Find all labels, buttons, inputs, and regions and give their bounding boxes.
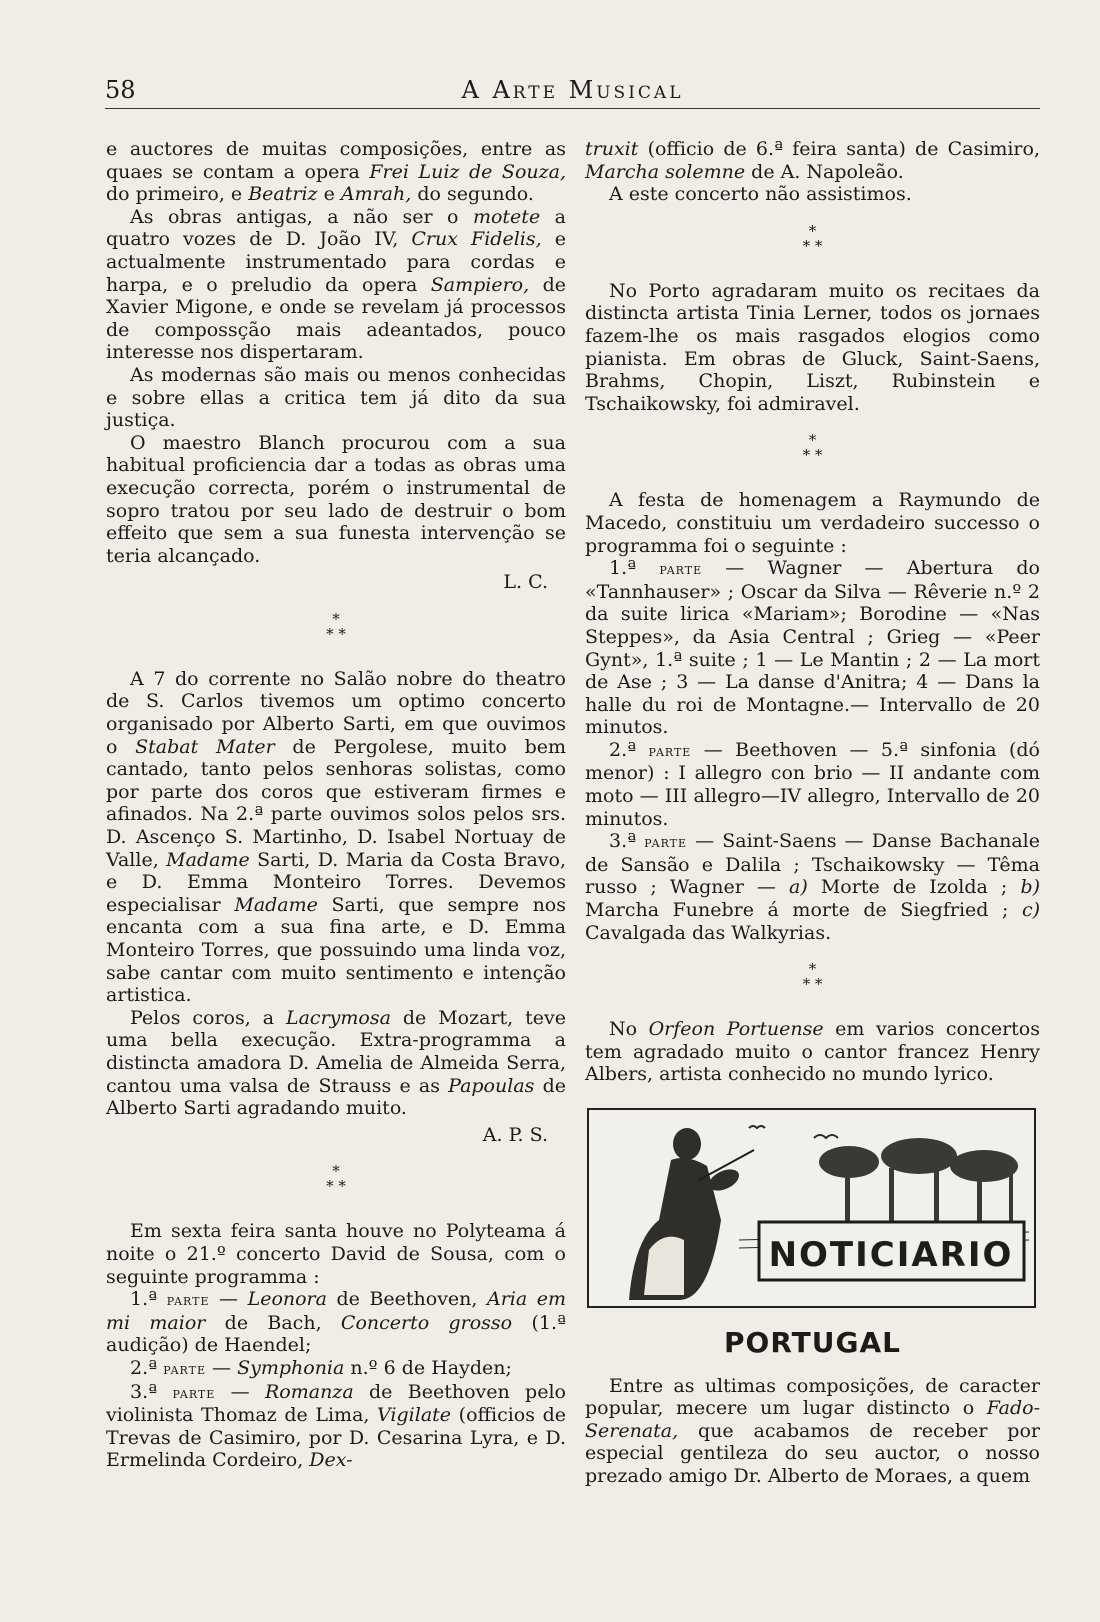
page-number: 58: [105, 76, 136, 104]
paragraph: A 7 do corrente no Salão nobre do theatro de S. Carlos tivemos um optimo concerto organisado por Alberto Sarti, em que ouvimos o Stabat Mater de Pergolese, muito bem cantado, tanto pelos senhoras solistas, como por parte dos coros que estiveram firmes e afinados. Na 2.ª parte ouvimos solos pelos srs. D. Ascenço S. Martinho, D. Isabel Nortuay de Valle, Madame Sarti, D. Maria da Costa Bravo, e D. Emma Monteiro Torres. Devemos especialisar Madame Sarti, que sempre nos encanta com a sua fina arte, e D. Emma Monteiro Torres, que possuindo uma linda voz, sabe cantar com muito sentimento e intenção artistica.: [106, 667, 567, 1007]
paragraph: A festa de homenagem a Raymundo de Macedo, constituiu um verdadeiro successo o programma foi o seguinte :: [585, 489, 1040, 557]
paragraph: No Orfeon Portuense em varios concertos tem agradado muito o cantor francez Henry Albers, artista conhecido no mundo lyrico.: [585, 1018, 1040, 1086]
violinist-engraving: [589, 1110, 1034, 1306]
paragraph: Entre as ultimas composições, de caracter popular, mecere um lugar distincto o Fado-Serenata, que acabamos de receber por especial gentileza do seu auctor, o nosso prezado amigo Dr. Alberto de Moraes, a quem: [585, 1374, 1040, 1487]
asterism-divider: * * *: [326, 609, 346, 643]
programme-item: 3.ª parte — Romanza de Beethoven pelo violinista Thomaz de Lima, Vigilate (officios de Trevas de Casimiro, por D. Cesarina Lyra, e D. Ermelinda Cordeiro, Dex-: [106, 1380, 566, 1472]
programme-item: 3.ª parte — Saint-Saens — Danse Bachanale de Sansão e Dalila ; Tschaikowsky — Têma russo ; Wagner — a) Morte de Izolda ; b) Marcha Funebre á morte de Siegfried ; c) Cavalgada das Walkyrias.: [585, 830, 1041, 944]
asterism-divider: * * *: [802, 221, 823, 255]
paragraph: As obras antigas, a não ser o motete a quatro vozes de D. João IV, Crux Fidelis, e actualmente instrumentado para cordas e harpa, e o preludio da opera Sampiero, de Xavier Migone, e onde se revelam já processos de compossção mais adeantados, pouco interesse nos dispertaram.: [106, 205, 567, 364]
programme-item: 2.ª parte — Symphonia n.º 6 de Hayden;: [130, 1356, 512, 1379]
paragraph: O maestro Blanch procurou com a sua habitual proficiencia dar a todas as obras uma execução correcta, porém o instrumental de sopro tratou por seu lado de destruir o bom effeito que sem a sua funesta intervenção se teria alcançado.: [106, 431, 566, 567]
paragraph: truxit (officio de 6.ª feira santa) de Casimiro, Marcha solemne de A. Napoleão.: [585, 138, 1040, 183]
asterism-divider: * * *: [802, 431, 823, 465]
programme-item: 1.ª parte — Wagner — Abertura do «Tannhauser» ; Oscar da Silva — Rêverie n.º 2 da suite lirica «Mariam»; Borodine — «Nas Steppes», da Asia Central ; Grieg — «Peer Gynt», 1.ª suite ; 1 — Le Mantin ; 2 — La mort de Ase ; 3 — La danse d'Anitra; 4 — Dans la halle du roi de Montagne.— Intervallo de 20 minutos.: [585, 557, 1040, 739]
section-title: PORTUGAL: [724, 1326, 901, 1359]
noticiario-lettering: NOTICIARIO: [768, 1235, 1014, 1275]
noticiario-illustration: [587, 1108, 1036, 1308]
paragraph: A este concerto não assistimos.: [609, 183, 912, 206]
header-rule: [105, 108, 1040, 109]
programme-item: 1.ª parte — Leonora de Beethoven, Aria em mi maior de Bach, Concerto grosso (1.ª audição) de Haendel;: [106, 1288, 567, 1357]
paragraph: As modernas são mais ou menos conhecidas e sobre ellas a critica tem já dito da sua justiça.: [106, 363, 566, 432]
journal-title: A Arte Musical: [461, 76, 684, 104]
right-column: [585, 138, 1040, 1488]
signature: A. P. S.: [482, 1123, 548, 1146]
paragraph: No Porto agradaram muito os recitaes da distincta artista Tinia Lerner, todos os jornaes fazem-lhe os mais rasgados elogios como pianista. Em obras de Gluck, Saint-Saens, Brahms, Chopin, Liszt, Rubinstein e Tschaikowsky, foi admiravel.: [585, 279, 1040, 415]
asterism-divider: * * *: [802, 960, 823, 994]
left-column: [106, 138, 566, 1472]
signature: L. C.: [503, 571, 548, 594]
running-head: [105, 70, 1040, 110]
paragraph: Pelos coros, a Lacrymosa de Mozart, teve uma bella execução. Extra-programma a distincta amadora D. Amelia de Almeida Serra, cantou uma valsa de Strauss e as Papoulas de Alberto Sarti agradando muito.: [106, 1006, 566, 1120]
asterism-divider: * * *: [326, 1162, 346, 1196]
paragraph: e auctores de muitas composições, entre as quaes se contam a opera Frei Luiz de Souza, do primeiro, e Beatriz e Amrah, do segundo.: [106, 138, 566, 206]
programme-item: 2.ª parte — Beethoven — 5.ª sinfonia (dó menor) : I allegro con brio — II andante com moto — III allegro—IV allegro, Intervallo de 20 minutos.: [585, 738, 1040, 830]
paragraph: Em sexta feira santa houve no Polyteama á noite o 21.º concerto David de Sousa, com o seguinte programma :: [106, 1220, 566, 1288]
